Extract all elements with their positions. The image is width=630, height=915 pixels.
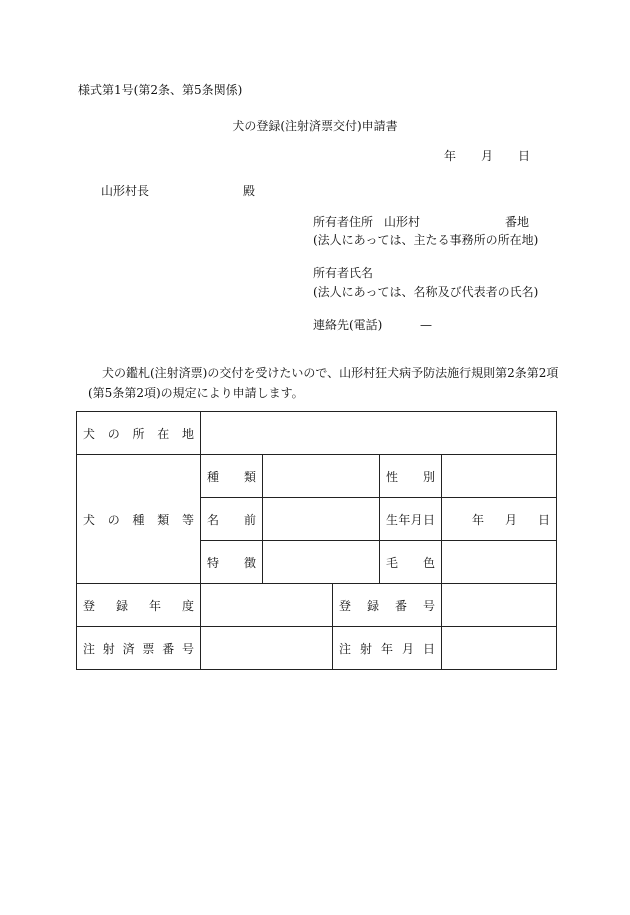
coat-input-cell[interactable] [442, 541, 557, 584]
document-title: 犬の登録(注射済票交付)申請書 [232, 119, 398, 133]
breed-label: 種 類 [207, 469, 256, 484]
sex-label: 性 別 [386, 469, 435, 484]
owner-address-village: 山形村 [384, 215, 421, 229]
owner-name-note: (法人にあっては、名称及び代表者の氏名) [313, 285, 539, 299]
contact-dash: — [420, 318, 432, 332]
injection-date-input-cell[interactable] [442, 627, 557, 670]
birth-day: 日 [538, 512, 551, 527]
owner-address-suffix: 番地 [505, 215, 530, 229]
date-day: 日 [517, 149, 530, 163]
type-group-label-cell [77, 455, 201, 584]
table-row [77, 584, 557, 627]
owner-address-label: 所有者住所 [313, 215, 374, 229]
reg-number-input-cell[interactable] [442, 584, 557, 627]
injection-date-label: 注 射 年 月 日 [339, 641, 435, 656]
coat-label-cell [380, 541, 442, 584]
form-number: 様式第1号(第2条、第5条関係) [78, 83, 243, 97]
reg-year-input-cell[interactable] [201, 584, 333, 627]
dog-name-input-cell[interactable] [263, 498, 380, 541]
location-input-cell[interactable] [201, 412, 557, 455]
sex-input-cell[interactable] [442, 455, 557, 498]
date-year: 年 [444, 149, 457, 163]
features-label-cell [201, 541, 263, 584]
injection-date-label-cell [333, 627, 442, 670]
addressee-honorific: 殿 [243, 184, 256, 198]
features-label: 特 徴 [207, 555, 256, 570]
addressee-name: 山形村長 [101, 184, 150, 198]
sex-label-cell [380, 455, 442, 498]
coat-label: 毛 色 [386, 555, 435, 570]
table-row [77, 455, 557, 498]
birthdate-input-cell[interactable] [442, 498, 557, 541]
birth-year: 年 [472, 512, 485, 527]
owner-name-label: 所有者氏名 [313, 266, 374, 280]
type-group-label: 犬 の 種 類 等 [83, 512, 194, 527]
tag-number-label: 注 射 済 票 番 号 [83, 641, 194, 656]
reg-number-label: 登 録 番 号 [339, 598, 435, 613]
table-row [77, 412, 557, 455]
location-label: 犬 の 所 在 地 [83, 426, 194, 441]
name-label-cell [201, 498, 263, 541]
reg-year-label: 登 録 年 度 [83, 598, 194, 613]
birthdate-label: 生 年 月 日 [386, 512, 435, 527]
breed-input-cell[interactable] [263, 455, 380, 498]
registration-table [76, 411, 557, 670]
features-input-cell[interactable] [263, 541, 380, 584]
date-month: 月 [480, 149, 493, 163]
statement-line-2: (第5条第2項)の規定により申請します。 [88, 386, 304, 400]
breed-label-cell [201, 455, 263, 498]
reg-number-label-cell [333, 584, 442, 627]
application-statement [88, 363, 558, 403]
reg-year-label-cell [77, 584, 201, 627]
application-date [444, 150, 530, 162]
birth-month: 月 [505, 512, 518, 527]
tag-number-label-cell [77, 627, 201, 670]
dog-name-label: 名 前 [207, 512, 256, 527]
statement-line-1: 犬の鑑札(注射済票)の交付を受けたいので、山形村狂犬病予防法施行規則第2条第2項 [102, 366, 559, 380]
tag-number-input-cell[interactable] [201, 627, 333, 670]
owner-address-note: (法人にあっては、主たる事務所の所在地) [313, 233, 539, 247]
table-row [77, 627, 557, 670]
contact-label: 連絡先(電話) [313, 318, 383, 332]
birthdate-label-cell [380, 498, 442, 541]
location-label-cell [77, 412, 201, 455]
